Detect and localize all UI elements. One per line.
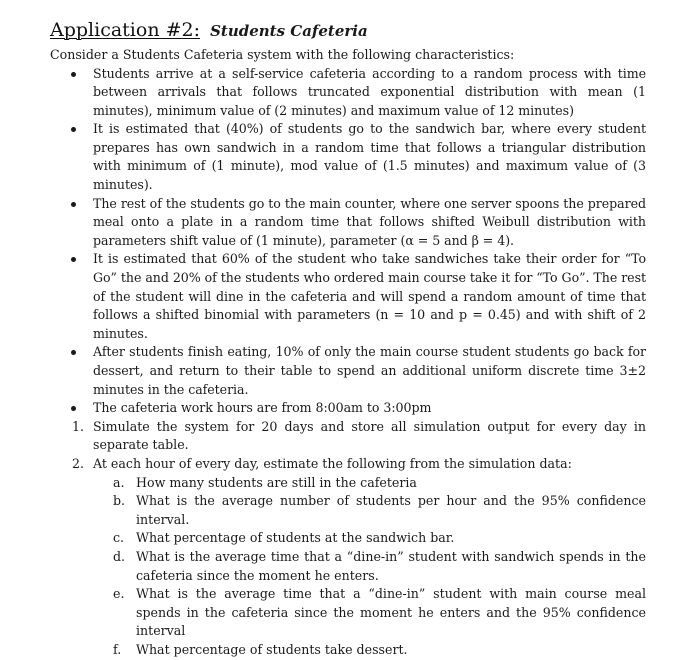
list-item <box>50 250 646 343</box>
subtask-letter: e. <box>113 586 125 602</box>
task-item <box>50 455 646 660</box>
subtask-text: How many students are still in the cafeteria <box>136 474 417 490</box>
intro-paragraph: Consider a Students Cafeteria system with the following characteristics: <box>50 47 515 62</box>
subtask-text: What is the average time that a “dine-in” student with sandwich spends in the cafeteria since the moment he enters. <box>136 548 646 583</box>
bullet-icon <box>71 350 76 355</box>
page-title <box>50 18 646 43</box>
subtask-item <box>50 641 646 660</box>
bullet-icon <box>71 202 76 207</box>
list-item <box>50 65 646 121</box>
list-item <box>50 195 646 251</box>
subtask-list <box>93 474 646 660</box>
list-item-text: The rest of the students go to the main counter, where one server spoons the prepared meal onto a plate in a random time that follows shifted Weibull distribution with parameters shift value of (1 minute), parameter (α = 5 and β = 4). <box>93 195 646 248</box>
bullet-icon <box>71 257 76 262</box>
bullet-icon <box>71 127 76 132</box>
subtask-item <box>50 548 646 585</box>
task-text: Simulate the system for 20 days and store all simulation output for every day in separate table. <box>93 418 646 453</box>
subtask-letter: c. <box>113 530 125 546</box>
list-item <box>50 399 646 418</box>
list-item <box>50 343 646 399</box>
subtask-item <box>50 474 646 493</box>
bullet-icon <box>71 406 76 411</box>
task-item <box>50 418 646 455</box>
list-item-text: Students arrive at a self-service cafeteria according to a random process with time between arrivals that follows truncated exponential distribution with mean (1 minutes), minimum value of (2 minutes) and maximum value of 12 minutes) <box>93 65 646 118</box>
task-number: 1. <box>72 418 85 434</box>
list-item-text: It is estimated that 60% of the student who take sandwiches take their order for “To Go” the and 20% of the students who ordered main course take it for “To Go”. The rest of the student will dine in the cafeteria and will spend a random amount of time that follows a shifted binomial with parameters (n = 10 and p = 0.45) and with shift of 2 minutes. <box>93 251 646 341</box>
bullet-icon <box>71 72 76 77</box>
task-number: 2. <box>72 455 85 471</box>
subtask-letter: d. <box>113 548 126 564</box>
subtask-item <box>50 585 646 641</box>
title-subtitle: Students Cafeteria <box>210 22 368 40</box>
subtask-text: What is the average time that a “dine-in” student with main course meal spends in the cafeteria since the moment he enters and the 95% confidence interval <box>136 586 646 639</box>
subtask-letter: b. <box>113 493 126 509</box>
subtask-letter: f. <box>113 641 122 657</box>
list-item-text: After students finish eating, 10% of only the main course student students go back for dessert, and return to their table to spend an additional uniform discrete time 3±2 minutes in the cafeteria. <box>93 344 646 397</box>
subtask-text: What percentage of students at the sandwich bar. <box>136 530 455 546</box>
subtask-item <box>50 529 646 548</box>
list-item <box>50 120 646 194</box>
subtask-item <box>50 492 646 529</box>
characteristics-list <box>50 65 646 418</box>
subtask-letter: a. <box>113 474 125 490</box>
title-main: Application #2: <box>50 19 201 41</box>
list-item-text: The cafeteria work hours are from 8:00am to 3:00pm <box>93 400 432 416</box>
subtask-text: What is the average number of students per hour and the 95% confidence interval. <box>136 493 646 527</box>
task-text: At each hour of every day, estimate the following from the simulation data: <box>93 455 572 471</box>
subtask-text: What percentage of students take dessert. <box>136 641 408 657</box>
task-list <box>50 418 646 660</box>
list-item-text: It is estimated that (40%) of students go to the sandwich bar, where every student prepares has own sandwich in a random time that follows a triangular distribution with minimum of (1 minute), mod value of (1.5 minutes) and maximum value of (3 minutes). <box>93 121 646 193</box>
